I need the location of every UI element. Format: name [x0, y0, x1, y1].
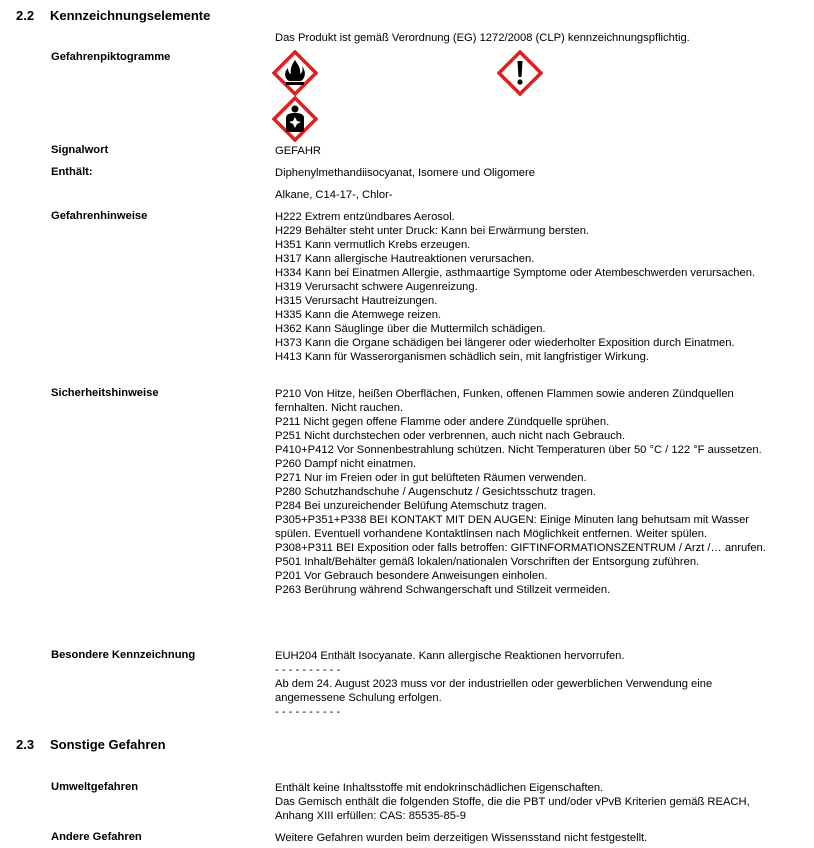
- precautionary-statement: P211 Nicht gegen offene Flamme oder andere Zündquelle sprühen.: [275, 416, 610, 428]
- health-hazard-icon: [272, 96, 318, 142]
- hazard-statement: H413 Kann für Wasserorganismen schädlich sein, mit langfristiger Wirkung.: [275, 351, 649, 363]
- precautionary-statement: P263 Berührung während Schwangerschaft und Stillzeit vermeiden.: [275, 584, 611, 596]
- contains-label: Enthält:: [51, 166, 93, 178]
- hazard-statement: H334 Kann bei Einatmen Allergie, asthmaartige Symptome oder Atembeschwerden verursachen.: [275, 267, 756, 279]
- special-labelling-euh: EUH204 Enthält Isocyanate. Kann allergische Reaktionen hervorrufen.: [275, 650, 625, 662]
- flame-icon: [272, 50, 318, 96]
- precautionary-statement: P201 Vor Gebrauch besondere Anweisungen einholen.: [275, 570, 548, 582]
- other-hazards-text: Weitere Gefahren wurden beim derzeitigen Wissensstand nicht festgestellt.: [275, 832, 648, 844]
- signal-word-label: Signalwort: [51, 144, 109, 156]
- precautionary-statement: P308+P311 BEI Exposition oder falls betroffen: GIFTINFORMATIONSZENTRUM / Arzt /… anrufen.: [275, 542, 766, 554]
- precautionary-statement: P410+P412 Vor Sonnenbestrahlung schützen. Nicht Temperaturen über 50 °C / 122 °F aussetzen.: [275, 444, 762, 456]
- environmental-hazards: [275, 781, 765, 823]
- pictograms-label: Gefahrenpiktogramme: [51, 51, 171, 63]
- hazard-statements-label: Gefahrenhinweise: [51, 210, 148, 222]
- section-number: 2.3: [16, 737, 35, 752]
- hazard-statement: H319 Verursacht schwere Augenreizung.: [275, 281, 478, 293]
- other-hazards-label: Andere Gefahren: [51, 831, 142, 843]
- hazard-statement: H335 Kann die Atemwege reizen.: [275, 309, 442, 321]
- hazard-statement: H315 Verursacht Hautreizungen.: [275, 295, 438, 307]
- exclamation-icon: [497, 50, 543, 96]
- precautionary-statement: P260 Dampf nicht einatmen.: [275, 458, 417, 470]
- precautionary-statement: P251 Nicht durchstechen oder verbrennen, auch nicht nach Gebrauch.: [275, 430, 626, 442]
- precautionary-statement: P210 Von Hitze, heißen Oberflächen, Funken, offenen Flammen sowie anderen Zündquellen fernhalten. Nicht rauchen.: [275, 388, 734, 414]
- special-labelling: [275, 649, 765, 719]
- contains-item: Alkane, C14-17-, Chlor-: [275, 189, 393, 201]
- precautionary-statements-label: Sicherheitshinweise: [51, 387, 159, 399]
- hazard-statement: H351 Kann vermutlich Krebs erzeugen.: [275, 239, 471, 251]
- section-title: Sonstige Gefahren: [50, 737, 166, 752]
- precautionary-statements: [275, 387, 785, 597]
- contains-item: Diphenylmethandiisocyanat, Isomere und Oligomere: [275, 167, 535, 179]
- special-labelling-label: Besondere Kennzeichnung: [51, 649, 196, 661]
- environmental-hazard-text: Enthält keine Inhaltsstoffe mit endokrinschädlichen Eigenschaften.: [275, 782, 604, 794]
- hazard-statement: H317 Kann allergische Hautreaktionen verursachen.: [275, 253, 535, 265]
- separator: - - - - - - - - - -: [275, 664, 341, 676]
- hazard-statement: H222 Extrem entzündbares Aerosol.: [275, 211, 455, 223]
- hazard-statement: H373 Kann die Organe schädigen bei längerer oder wiederholter Exposition durch Einatmen.: [275, 337, 735, 349]
- clp-intro: Das Produkt ist gemäß Verordnung (EG) 1272/2008 (CLP) kennzeichnungspflichtig.: [275, 32, 690, 44]
- precautionary-statement: P284 Bei unzureichender Belüfung Atemschutz tragen.: [275, 500, 547, 512]
- section-number: 2.2: [16, 8, 35, 23]
- precautionary-statement: P305+P351+P338 BEI KONTAKT MIT DEN AUGEN: Einige Minuten lang behutsam mit Wasser spülen. Eventuell vorhandene Kontaktlinsen nach Möglichkeit entfernen. Weiter spülen.: [275, 514, 750, 540]
- environmental-hazard-text: Das Gemisch enthält die folgenden Stoffe, die die PBT und/oder vPvB Kriterien gemäß REACH, Anhang XIII erfüllen: CAS: 85535-85-9: [275, 796, 750, 822]
- precautionary-statement: P271 Nur im Freien oder in gut belüfteten Räumen verwenden.: [275, 472, 587, 484]
- precautionary-statement: P280 Schutzhandschuhe / Augenschutz / Gesichtsschutz tragen.: [275, 486, 596, 498]
- signal-word-value: GEFAHR: [275, 145, 322, 157]
- hazard-statement: H362 Kann Säuglinge über die Muttermilch schädigen.: [275, 323, 546, 335]
- hazard-statement: H229 Behälter steht unter Druck: Kann bei Erwärmung bersten.: [275, 225, 590, 237]
- precautionary-statement: P501 Inhalt/Behälter gemäß lokalen/nationalen Vorschriften der Entsorgung zuführen.: [275, 556, 700, 568]
- special-labelling-training: Ab dem 24. August 2023 muss vor der industriellen oder gewerblichen Verwendung eine angemessene Schulung erfolgen.: [275, 678, 713, 704]
- hazard-statements: [275, 210, 780, 364]
- separator: - - - - - - - - - -: [275, 706, 341, 718]
- environmental-hazards-label: Umweltgefahren: [51, 781, 139, 793]
- section-title: Kennzeichnungselemente: [50, 8, 211, 23]
